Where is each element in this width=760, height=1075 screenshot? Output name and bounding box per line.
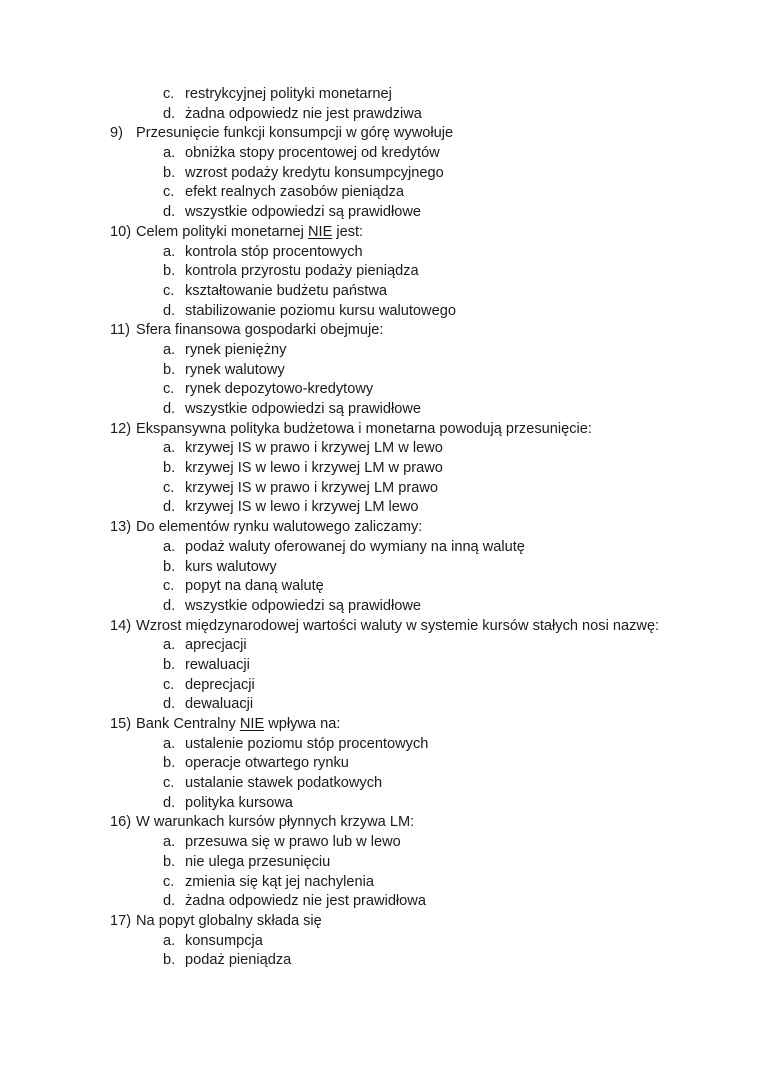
answer-line [0,283,760,303]
question-number: 14) [110,617,132,634]
question-number: 15) [110,716,132,732]
answer-text: kształtowanie budżetu państwa [185,282,388,299]
question-line [0,519,760,539]
answer-line [0,381,760,401]
answer-line [0,657,760,677]
answer-text: podaż waluty oferowanej do wymiany na inną walutę [185,538,525,555]
answer-line [0,559,760,579]
answer-text: wszystkie odpowiedzi są prawidłowe [185,204,422,221]
answer-text: przesuwa się w prawo lub w lewo [185,834,401,851]
answer-text: aprecjacji [185,637,247,654]
question-line [0,421,760,441]
question-line [0,224,760,244]
question-text: Przesunięcie funkcji konsumpcji w górę wywołuje [136,125,454,142]
answer-letter: c. [163,282,175,299]
answer-line [0,480,760,500]
question-text: Ekspansywna polityka budżetowa i monetarna powodują przesunięcie: [136,420,592,437]
underlined-word: NIE [239,716,265,732]
answer-line [0,795,760,815]
question-number: 10) [110,223,132,240]
answer-text: deprecjacji [185,676,255,693]
answer-text: wzrost podaży kredytu konsumpcyjnego [185,164,444,181]
answer-line [0,933,760,953]
answer-line [0,736,760,756]
question-line [0,814,760,834]
question-line [0,125,760,145]
answer-line [0,342,760,362]
answer-line [0,874,760,894]
answer-line [0,578,760,598]
answer-letter: a. [163,341,176,358]
answer-text: rynek depozytowo-kredytowy [185,381,374,398]
answer-letter: a. [163,243,176,260]
question-line [0,716,760,736]
answer-line [0,362,760,382]
answer-letter: d. [163,499,176,516]
answer-letter: b. [163,656,176,673]
answer-line [0,303,760,323]
answer-line [0,499,760,519]
answer-letter: c. [163,578,175,595]
answer-line [0,893,760,913]
answer-line [0,775,760,795]
answer-letter: d. [163,105,176,122]
question-text: Do elementów rynku walutowego zaliczamy: [136,519,423,536]
question-number: 13) [110,519,132,536]
answer-text: rewaluacji [185,656,250,673]
answer-text: kontrola przyrostu podaży pieniądza [185,263,419,280]
answer-text: podaż pieniądza [185,952,292,969]
question-text: Wzrost międzynarodowej wartości waluty w systemie kursów stałych nosi nazwę: [136,617,660,634]
question-number: 16) [110,814,132,831]
answer-text: krzywej IS w prawo i krzywej LM w lewo [185,440,443,457]
answer-letter: b. [163,755,176,772]
answer-text: krzywej IS w lewo i krzywej LM w prawo [185,460,443,477]
question-text: Na popyt globalny składa się [136,912,322,929]
answer-text: dewaluacji [185,696,254,713]
answer-letter: c. [163,86,175,102]
question-number: 11) [110,322,131,339]
answer-text: restrykcyjnej polityki monetarnej [185,86,392,102]
answer-letter: b. [163,263,176,280]
answer-line [0,460,760,480]
answer-text: operacje otwartego rynku [185,755,349,772]
answer-text: polityka kursowa [185,794,293,811]
answer-letter: a. [163,440,176,457]
question-line [0,322,760,342]
answer-line [0,854,760,874]
answer-text: kontrola stóp procentowych [185,243,363,260]
answer-text: efekt realnych zasobów pieniądza [185,184,405,201]
answer-letter: d. [163,696,176,713]
question-text: Sfera finansowa gospodarki obejmuje: [136,322,384,339]
answer-letter: d. [163,794,176,811]
answer-line [0,952,760,972]
answer-text: nie ulega przesunięciu [185,853,331,870]
answer-text: konsumpcja [185,932,263,949]
quiz-lines [0,86,760,972]
answer-letter: c. [163,775,175,792]
answer-line [0,677,760,697]
answer-letter: d. [163,302,176,319]
question-number: 17) [110,912,132,929]
answer-text: krzywej IS w lewo i krzywej LM lewo [185,499,419,516]
answer-text: żadna odpowiedz nie jest prawidłowa [185,893,426,910]
question-line [0,913,760,933]
answer-line [0,696,760,716]
answer-text: kurs walutowy [185,558,277,575]
answer-text: żadna odpowiedz nie jest prawdziwa [185,105,422,122]
answer-text: zmienia się kąt jej nachylenia [185,873,375,890]
question-line [0,618,760,638]
answer-line [0,184,760,204]
answer-letter: a. [163,538,176,555]
answer-text: wszystkie odpowiedzi są prawidłowe [185,401,422,417]
answer-letter: d. [163,893,176,910]
answer-text: wszystkie odpowiedzi są prawidłowe [185,597,422,614]
underlined-word: NIE [307,223,333,240]
answer-line [0,106,760,126]
answer-line [0,401,760,421]
answer-letter: d. [163,204,176,221]
question-number: 9) [110,125,123,142]
answer-letter: a. [163,145,176,162]
answer-text: ustalanie stawek podatkowych [185,775,383,792]
answer-letter: d. [163,597,176,614]
answer-letter: a. [163,637,176,654]
answer-text: rynek pieniężny [185,341,287,358]
answer-line [0,86,760,106]
answer-letter: c. [163,184,175,201]
answer-line [0,539,760,559]
answer-text: krzywej IS w prawo i krzywej LM prawo [185,479,439,496]
answer-letter: b. [163,164,176,181]
answer-letter: b. [163,460,176,477]
answer-text: stabilizowanie poziomu kursu walutowego [185,302,456,319]
question-number: 12) [110,420,132,437]
answer-letter: a. [163,932,176,949]
question-text: W warunkach kursów płynnych krzywa LM: [136,814,415,831]
answer-line [0,637,760,657]
answer-line [0,834,760,854]
answer-text: rynek walutowy [185,361,285,378]
answer-text: ustalenie poziomu stóp procentowych [185,735,429,752]
answer-letter: c. [163,873,175,890]
answer-line [0,165,760,185]
answer-letter: a. [163,735,176,752]
answer-text: popyt na daną walutę [185,578,324,595]
answer-letter: c. [163,381,175,398]
answer-line [0,755,760,775]
answer-letter: b. [163,558,176,575]
question-text: Bank Centralny NIE wpływa na: [136,716,341,732]
answer-text: obniżka stopy procentowej od kredytów [185,145,440,162]
answer-line [0,263,760,283]
answer-line [0,598,760,618]
answer-line [0,244,760,264]
answer-letter: b. [163,361,176,378]
answer-letter: c. [163,676,175,693]
answer-letter: b. [163,853,176,870]
answer-line [0,145,760,165]
answer-letter: a. [163,834,176,851]
answer-letter: d. [163,401,176,417]
question-text: Celem polityki monetarnej NIE jest: [136,223,364,240]
answer-letter: b. [163,952,176,969]
answer-letter: c. [163,479,175,496]
answer-line [0,440,760,460]
answer-line [0,204,760,224]
